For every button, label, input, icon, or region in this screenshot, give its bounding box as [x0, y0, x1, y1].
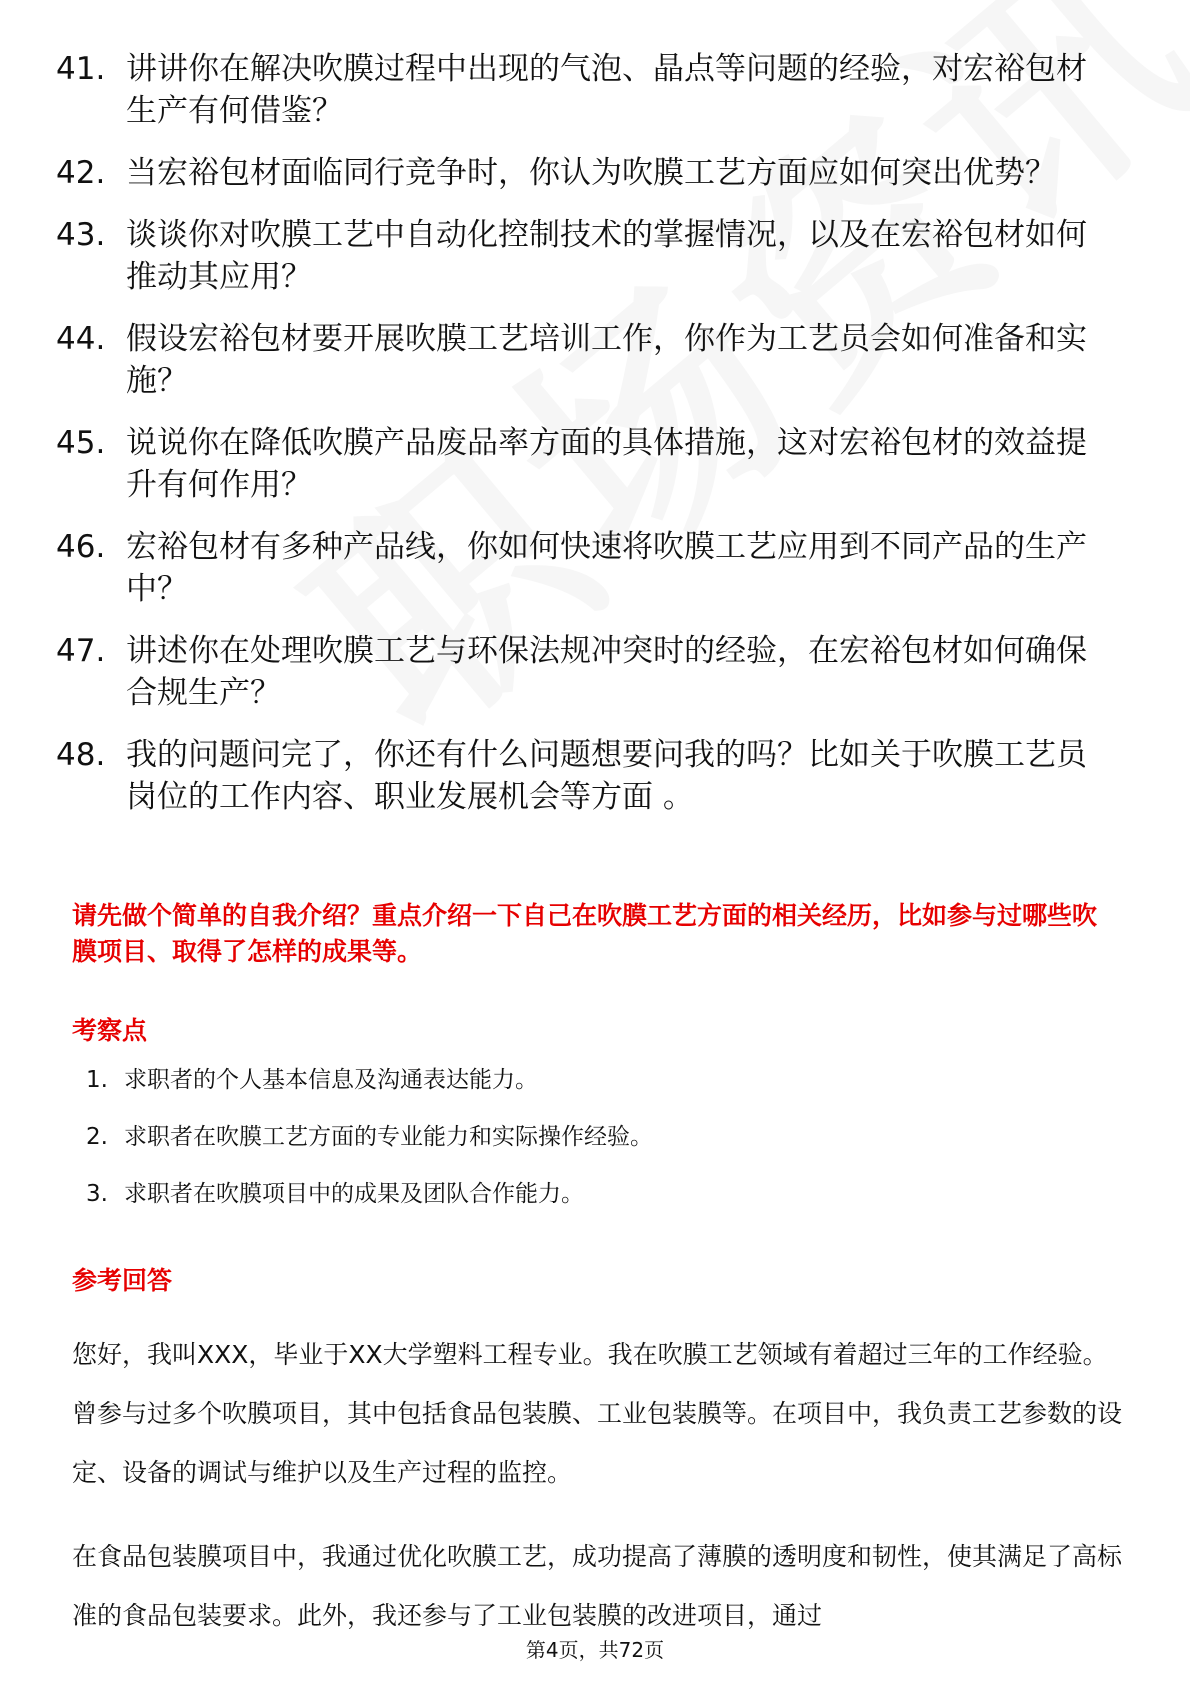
focus-point-list — [86, 1064, 1086, 1235]
question-number: 44. — [56, 321, 106, 357]
question-item — [56, 214, 1116, 298]
focus-point — [86, 1064, 1086, 1096]
question-number: 47. — [56, 633, 106, 669]
intro-question: 请先做个简单的自我介绍？重点介绍一下自己在吹膜工艺方面的相关经历，比如参与过哪些吹膜项目、取得了怎样的成果等。 — [72, 901, 1098, 966]
question-item — [56, 630, 1116, 714]
question-item — [56, 734, 1116, 818]
question-text: 我的问题问完了，你还有什么问题想要问我的吗？比如关于吹膜工艺员岗位的工作内容、职业发展机会等方面 。 — [126, 737, 1087, 815]
focus-point-number: 1. — [86, 1067, 108, 1093]
question-number: 46. — [56, 529, 106, 565]
question-text: 假设宏裕包材要开展吹膜工艺培训工作，你作为工艺员会如何准备和实施？ — [126, 321, 1087, 399]
question-text: 宏裕包材有多种产品线，你如何快速将吹膜工艺应用到不同产品的生产中？ — [126, 529, 1087, 607]
question-item — [56, 526, 1116, 610]
question-list — [56, 48, 1116, 838]
question-number: 45. — [56, 425, 106, 461]
question-item — [56, 48, 1116, 132]
focus-point-text: 求职者在吹膜项目中的成果及团队合作能力。 — [124, 1181, 584, 1207]
question-item — [56, 318, 1116, 402]
question-text: 当宏裕包材面临同行竞争时，你认为吹膜工艺方面应如何突出优势？ — [126, 155, 1056, 191]
focus-point-text: 求职者的个人基本信息及沟通表达能力。 — [124, 1067, 538, 1093]
question-number: 48. — [56, 737, 106, 773]
question-number: 42. — [56, 155, 106, 191]
focus-heading: 考察点 — [72, 1016, 148, 1045]
question-text: 讲述你在处理吹膜工艺与环保法规冲突时的经验，在宏裕包材如何确保合规生产？ — [126, 633, 1087, 711]
question-text: 讲讲你在解决吹膜过程中出现的气泡、晶点等问题的经验，对宏裕包材生产有何借鉴？ — [126, 51, 1087, 129]
question-number: 43. — [56, 217, 106, 253]
answer-paragraph: 您好，我叫XXX，毕业于XX大学塑料工程专业。我在吹膜工艺领域有着超过三年的工作经验。曾参与过多个吹膜项目，其中包括食品包装膜、工业包装膜等。在项目中，我负责工艺参数的设定、设备的调试与维护以及生产过程的监控。 — [72, 1340, 1123, 1487]
focus-point — [86, 1121, 1086, 1153]
answer-paragraph: 在食品包装膜项目中，我通过优化吹膜工艺，成功提高了薄膜的透明度和韧性，使其满足了高标准的食品包装要求。此外，我还参与了工业包装膜的改进项目，通过 — [72, 1542, 1123, 1630]
focus-point-number: 2. — [86, 1124, 108, 1150]
question-text: 谈谈你对吹膜工艺中自动化控制技术的掌握情况，以及在宏裕包材如何推动其应用？ — [126, 217, 1087, 295]
answer-heading: 参考回答 — [72, 1266, 173, 1295]
question-text: 说说你在降低吹膜产品废品率方面的具体措施，这对宏裕包材的效益提升有何作用？ — [126, 425, 1087, 503]
question-number: 41. — [56, 51, 106, 87]
page-footer: 第4页，共72页 — [525, 1638, 665, 1662]
question-item — [56, 422, 1116, 506]
question-item — [56, 152, 1116, 194]
focus-point-text: 求职者在吹膜工艺方面的专业能力和实际操作经验。 — [124, 1124, 653, 1150]
focus-point — [86, 1178, 1086, 1210]
focus-point-number: 3. — [86, 1181, 108, 1207]
